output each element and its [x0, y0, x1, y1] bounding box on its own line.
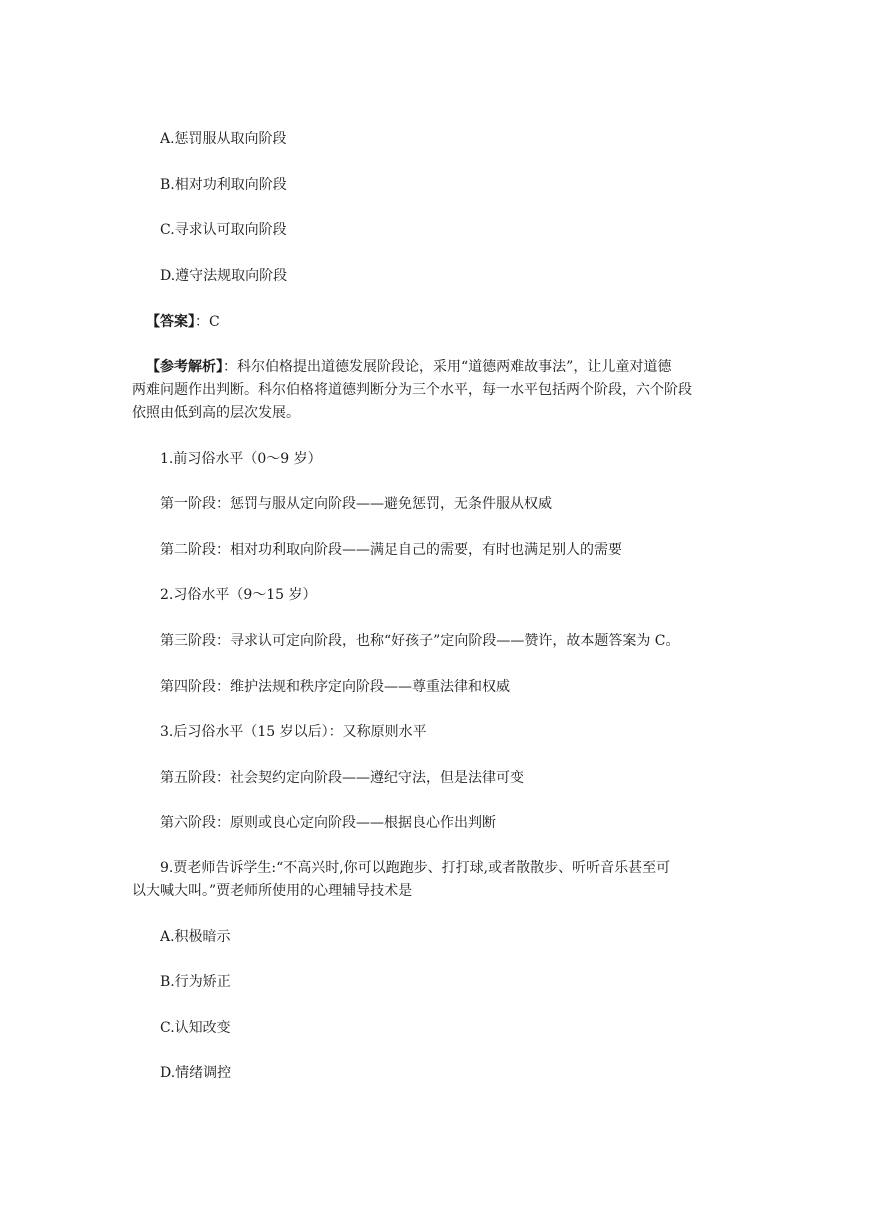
q9-stem-line-1: 9.贾老师告诉学生:“不高兴时,你可以跑跑步、打打球,或者散散步、听听音乐甚至可 — [160, 860, 671, 876]
analysis-line-3: 依照由低到高的层次发展。 — [132, 405, 300, 421]
q8-option-d: D.遵守法规取向阶段 — [160, 268, 288, 284]
stage-5: 第五阶段：社会契约定向阶段——遵纪守法，但是法律可变 — [160, 770, 524, 786]
level-1-heading: 1.前习俗水平（0～9 岁） — [160, 451, 322, 467]
q9-option-b: B.行为矫正 — [160, 974, 231, 990]
stage-2: 第二阶段：相对功利取向阶段——满足自己的需要，有时也满足别人的需要 — [160, 542, 622, 558]
answer-value: ：C — [195, 314, 220, 330]
q9-option-c: C.认知改变 — [160, 1020, 231, 1036]
stage-1: 第一阶段：惩罚与服从定向阶段——避免惩罚，无条件服从权威 — [160, 496, 552, 512]
stage-6: 第六阶段：原则或良心定向阶段——根据良心作出判断 — [160, 815, 496, 831]
answer-label: 【答案】 — [146, 314, 195, 330]
stage-3: 第三阶段：寻求认可定向阶段，也称“好孩子”定向阶段——赞许，故本题答案为 C。 — [160, 633, 680, 649]
analysis-line-1 — [146, 356, 671, 378]
q8-option-c: C.寻求认可取向阶段 — [160, 222, 287, 238]
q8-option-b: B.相对功利取向阶段 — [160, 177, 287, 193]
stage-4: 第四阶段：维护法规和秩序定向阶段——尊重法律和权威 — [160, 679, 510, 695]
q8-option-a: A.惩罚服从取向阶段 — [160, 131, 287, 147]
level-2-heading: 2.习俗水平（9～15 岁） — [160, 587, 317, 603]
analysis-text-1: ：科尔伯格提出道德发展阶段论，采用“道德两难故事法”，让儿童对道德 — [223, 359, 672, 375]
level-3-heading: 3.后习俗水平（15 岁以后）：又称原则水平 — [160, 724, 427, 740]
q9-option-a: A.积极暗示 — [160, 929, 231, 945]
analysis-line-2: 两难问题作出判断。科尔伯格将道德判断分为三个水平，每一水平包括两个阶段，六个阶段 — [132, 382, 692, 398]
q9-option-d: D.情绪调控 — [160, 1065, 232, 1081]
q9-stem-line-2: 以大喊大叫。”贾老师所使用的心理辅导技术是 — [132, 883, 413, 899]
answer-line — [146, 311, 220, 333]
analysis-label: 【参考解析】 — [146, 359, 223, 375]
